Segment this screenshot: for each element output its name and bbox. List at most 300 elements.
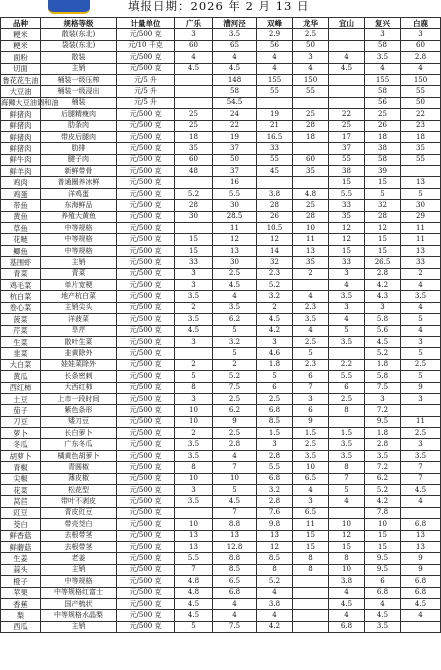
unit-cell: 元/500 克 [117,519,175,530]
spec-cell: 老姜 [41,553,117,564]
unit-cell: 元/500 克 [117,188,175,199]
price-cell: 4.5 [213,63,257,74]
price-cell: 2 [213,359,257,370]
price-cell: 5 [175,371,213,382]
table-row [1,257,441,268]
price-cell: 3.2 [257,291,293,302]
price-cell: 15 [293,530,329,541]
price-cell [175,507,213,518]
price-cell: 8.5 [257,416,293,427]
product-name-cell: 黄瓜 [1,371,41,382]
price-cell: 35 [175,143,213,154]
table-row [1,74,441,85]
product-name-cell: 粳米 [1,40,41,51]
price-cell: 2 [257,302,293,313]
price-cell: 5.2 [175,188,213,199]
price-cell: 3 [175,268,213,279]
price-cell: 17 [329,131,365,142]
table-row [1,428,441,439]
product-name-cell: 韭菜 [1,348,41,359]
spec-cell: 青皮豇豆 [41,507,117,518]
price-cell: 4.5 [401,598,441,609]
unit-cell: 元/5 升 [117,97,175,108]
price-cell: 3.5 [329,450,365,461]
price-cell: 12 [329,530,365,541]
price-cell: 4 [257,63,293,74]
spec-cell: 中等规格 [41,245,117,256]
table-row [1,610,441,621]
table-row [1,485,441,496]
price-cell: 54.5 [213,97,257,108]
price-cell: 37 [213,143,257,154]
price-cell: 18 [175,131,213,142]
price-cell: 25 [293,109,329,120]
price-cell: 3.5 [365,450,401,461]
spec-cell: 中等规格红富士 [41,587,117,598]
product-name-cell: 芹菜 [1,325,41,336]
price-cell: 9 [213,416,257,427]
table-row [1,143,441,154]
product-name-cell: 草鱼 [1,223,41,234]
price-cell: 4 [401,302,441,313]
spec-cell: 矮刀豆 [41,416,117,427]
spec-cell: 肋条肉 [41,120,117,131]
price-cell: 4 [329,52,365,63]
price-cell: 7.5 [213,621,257,632]
price-cell: 4.5 [213,496,257,507]
price-cell [175,74,213,85]
table-row [1,450,441,461]
spec-cell: 去根带茎 [41,541,117,552]
table-row [1,52,441,63]
price-cell: 4.8 [293,188,329,199]
price-cell: 38 [329,166,365,177]
unit-cell: 元/500 克 [117,314,175,325]
price-cell [401,507,441,518]
unit-cell: 元/500 克 [117,564,175,575]
unit-cell: 元/500 克 [117,598,175,609]
spec-cell: 松花型 [41,485,117,496]
product-name-cell: 青菜 [1,268,41,279]
price-cell: 35 [329,211,365,222]
price-cell: 2 [401,268,441,279]
price-cell: 5 [401,314,441,325]
price-cell: 2.2 [329,359,365,370]
product-name-cell: 蒜头 [1,564,41,575]
table-row [1,223,441,234]
unit-cell: 元/500 克 [117,450,175,461]
price-cell: 5.8 [365,371,401,382]
product-name-cell: 鸡毛菜 [1,279,41,290]
price-cell: 9.5 [365,564,401,575]
price-cell [293,598,329,609]
price-cell: 4 [293,485,329,496]
price-cell: 8.5 [213,564,257,575]
product-name-cell: 鲁花花生油 [1,74,41,85]
price-cell: 1.8 [257,359,293,370]
price-cell: 8 [329,553,365,564]
unit-cell: 元/5 升 [117,74,175,85]
product-name-cell: 梨 [1,610,41,621]
price-cell: 39 [365,166,401,177]
column-header: 龙华 [293,18,329,29]
product-name-cell: 茭白 [1,519,41,530]
price-cell: 65 [213,40,257,51]
price-cell: 4.6 [257,348,293,359]
product-name-cell: 生菜 [1,336,41,347]
price-cell: 13 [401,530,441,541]
report-date: 填报日期：2026 年 2 月 13 日 [128,0,310,13]
price-cell: 2.5 [293,439,329,450]
spec-cell: 橘黄色胡萝卜 [41,450,117,461]
price-cell: 3 [293,393,329,404]
product-name-cell: 基围虾 [1,257,41,268]
price-cell: 2.5 [213,428,257,439]
price-cell: 3 [365,393,401,404]
price-cell: 9 [293,416,329,427]
product-name-cell: 青椒 [1,462,41,473]
price-cell: 55 [401,154,441,165]
price-cell: 3 [365,302,401,313]
price-cell: 33 [401,257,441,268]
price-cell: 6.5 [213,576,257,587]
price-cell: 3 [329,268,365,279]
price-cell: 13 [175,541,213,552]
spec-cell: 桶装一级浸出 [41,86,117,97]
unit-cell: 元/500 克 [117,223,175,234]
unit-cell: 元/500 克 [117,553,175,564]
product-name-cell: 大豆油 [1,86,41,97]
unit-cell: 元/500 克 [117,268,175,279]
price-cell [401,621,441,632]
price-cell: 15 [175,245,213,256]
unit-cell: 元/5 升 [117,86,175,97]
price-cell: 32 [257,257,293,268]
unit-cell: 元/500 克 [117,211,175,222]
price-cell: 4 [401,610,441,621]
product-name-cell: 面粉 [1,52,41,63]
price-cell: 3 [365,29,401,40]
price-cell: 6 [293,405,329,416]
price-cell: 2.5 [401,428,441,439]
price-cell [329,74,365,85]
price-cell: 25 [175,109,213,120]
price-cell: 2.8 [365,439,401,450]
column-header: 宜山 [329,18,365,29]
price-cell: 6.8 [401,519,441,530]
price-cell [175,348,213,359]
table-row [1,439,441,450]
price-cell: 22 [329,109,365,120]
table-row [1,416,441,427]
price-cell [293,621,329,632]
product-name-cell: 香蕉 [1,598,41,609]
unit-cell: 元/500 克 [117,348,175,359]
price-cell: 4 [329,279,365,290]
unit-cell: 元/500 克 [117,439,175,450]
price-cell [329,416,365,427]
price-cell: 6 [257,382,293,393]
price-cell: 4 [175,52,213,63]
price-cell: 4 [293,63,329,74]
price-cell: 3 [401,393,441,404]
price-cell: 2.5 [257,393,293,404]
price-cell: 60 [293,154,329,165]
unit-cell: 元/500 克 [117,576,175,587]
price-cell: 7 [213,462,257,473]
product-name-cell: 海狮大豆油调和油 [1,98,59,108]
price-cell: 18 [401,131,441,142]
price-cell [175,97,213,108]
price-cell: 3 [257,439,293,450]
price-cell: 6 [293,371,329,382]
table-row [1,530,441,541]
price-cell: 1.5 [257,428,293,439]
price-cell: 15 [365,177,401,188]
product-name-cell: 切面 [1,63,41,74]
price-cell: 58 [213,86,257,97]
price-cell: 4 [365,63,401,74]
price-cell: 56 [365,97,401,108]
table-row [1,587,441,598]
unit-cell: 元/500 克 [117,428,175,439]
price-cell: 5.8 [365,314,401,325]
price-cell: 5.2 [213,371,257,382]
price-cell: 12 [365,223,401,234]
price-cell: 5 [401,348,441,359]
price-cell: 4 [213,610,257,621]
unit-cell: 元/500 克 [117,530,175,541]
product-name-cell: 橙子 [1,576,41,587]
product-name-cell: 鸡蛋 [1,188,41,199]
price-cell: 15 [329,245,365,256]
spec-cell: 普通圈养冰鲜 [41,177,117,188]
product-name-cell: 鲜猪肉 [1,120,41,131]
price-cell: 10 [213,473,257,484]
table-row [1,598,441,609]
spec-cell: 主销尖头 [41,302,117,313]
price-cell: 2.8 [365,268,401,279]
price-cell: 55 [257,86,293,97]
column-header: 计量单位 [117,18,175,29]
spec-cell: 地产杭白菜 [41,291,117,302]
price-cell: 4 [329,314,365,325]
product-name-cell: 鲜羊肉 [1,166,41,177]
price-cell: 1.8 [365,428,401,439]
price-cell: 58 [365,154,401,165]
price-cell: 7.2 [365,462,401,473]
unit-cell: 元/500 克 [117,587,175,598]
table-row [1,245,441,256]
price-cell: 6.8 [401,587,441,598]
price-cell: 22 [213,120,257,131]
price-cell: 28 [293,211,329,222]
price-cell: 3 [175,485,213,496]
price-cell: 13 [213,245,257,256]
price-cell: 10 [175,405,213,416]
price-cell: 3 [401,29,441,40]
price-cell: 33 [329,257,365,268]
product-name-cell: 大白菜 [1,359,41,370]
table-row [1,97,441,108]
price-cell: 2.5 [213,268,257,279]
price-cell: 33 [257,143,293,154]
price-cell: 25 [365,109,401,120]
unit-cell: 元/500 克 [117,131,175,142]
price-cell: 9 [401,553,441,564]
price-cell: 7 [293,382,329,393]
table-header-row [1,18,441,29]
price-cell: 1.8 [365,359,401,370]
table-row [1,519,441,530]
price-cell: 11 [401,416,441,427]
price-cell: 4.2 [365,496,401,507]
spec-cell: 薄皮椒 [41,473,117,484]
price-cell [293,97,329,108]
price-cell: 155 [365,74,401,85]
price-cell: 23 [401,120,441,131]
price-cell: 3.5 [401,291,441,302]
spec-cell: 洋菠菜 [41,314,117,325]
spec-cell: 长条密刺 [41,371,117,382]
price-cell: 15 [365,234,401,245]
price-cell [293,587,329,598]
price-cell: 3.8 [257,188,293,199]
unit-cell: 元/500 克 [117,63,175,74]
price-cell [401,166,441,177]
price-cell: 4 [329,496,365,507]
spec-cell: 散叶生菜 [41,336,117,347]
price-cell: 7.6 [257,507,293,518]
price-cell: 5.5 [257,462,293,473]
price-cell [257,97,293,108]
product-name-cell: 胡萝卜 [1,450,41,461]
price-cell: 3 [293,496,329,507]
price-cell: 4 [329,587,365,598]
price-cell: 4.5 [175,63,213,74]
spec-cell: 带壳茭白 [41,519,117,530]
price-cell: 50 [213,154,257,165]
price-cell: 2.5 [401,359,441,370]
price-cell: 8 [175,462,213,473]
product-name-cell: 菠菜 [1,314,41,325]
price-cell: 5 [329,485,365,496]
product-name-cell: 鲜猪肉 [1,143,41,154]
price-cell: 37 [329,143,365,154]
unit-cell: 元/500 克 [117,462,175,473]
price-cell: 3.5 [365,52,401,63]
price-cell: 28 [365,211,401,222]
price-cell: 3.5 [175,496,213,507]
unit-cell: 元/500 克 [117,234,175,245]
price-cell: 15 [175,234,213,245]
price-cell: 2.3 [257,268,293,279]
spec-cell: 散装 [41,52,117,63]
price-cell: 12 [329,234,365,245]
price-cell: 2 [175,302,213,313]
price-cell: 3.5 [175,291,213,302]
price-cell: 55 [293,86,329,97]
unit-cell: 元/500 克 [117,291,175,302]
unit-cell: 元/500 克 [117,336,175,347]
price-cell: 30 [401,200,441,211]
unit-cell: 元/500 克 [117,393,175,404]
price-cell: 8 [329,405,365,416]
price-cell: 4 [365,598,401,609]
price-cell: 3.5 [213,29,257,40]
price-cell: 4 [213,291,257,302]
price-cell: 3.5 [293,450,329,461]
column-header: 规格等级 [41,18,117,29]
product-name-cell: 花菜 [1,485,41,496]
spec-cell: 主销 [41,257,117,268]
price-cell: 5 [329,325,365,336]
price-cell: 37 [213,166,257,177]
price-cell: 4.5 [257,314,293,325]
spec-cell: 桶装 [41,97,117,108]
table-row [1,279,441,290]
price-cell: 4.5 [175,325,213,336]
price-cell: 13 [257,530,293,541]
price-cell: 2 [175,359,213,370]
price-cell: 15 [365,245,401,256]
price-cell: 6.8 [213,587,257,598]
price-cell: 7 [213,507,257,518]
price-cell: 10 [175,416,213,427]
unit-cell: 元/500 克 [117,154,175,165]
price-cell [293,143,329,154]
price-cell: 10 [329,519,365,530]
price-cell: 55 [257,154,293,165]
price-cell: 33 [175,257,213,268]
price-cell: 4.5 [213,279,257,290]
price-cell: 10 [293,223,329,234]
table-row [1,63,441,74]
price-cell: 4 [401,63,441,74]
price-cell: 12 [257,541,293,552]
price-cell: 2.8 [257,496,293,507]
price-cell: 3.5 [329,336,365,347]
unit-cell: 元/500 克 [117,120,175,131]
table-row [1,576,441,587]
price-cell: 6 [329,382,365,393]
price-cell [293,576,329,587]
unit-cell: 元/500 克 [117,485,175,496]
price-cell: 3.5 [401,450,441,461]
price-cell: 5.2 [365,485,401,496]
price-cell: 4 [257,587,293,598]
spec-cell: 带叶不剥皮 [41,496,117,507]
spec-cell: 中等规格 [41,234,117,245]
price-cell: 4.5 [175,598,213,609]
price-cell: 2.3 [293,359,329,370]
product-name-cell: 冬瓜 [1,439,41,450]
price-cell: 4.2 [365,279,401,290]
price-cell: 6.2 [213,314,257,325]
price-cell: 4.8 [175,587,213,598]
price-cell: 2 [293,268,329,279]
price-cell: 4 [257,52,293,63]
price-cell: 5 [213,485,257,496]
price-cell: 3.5 [365,621,401,632]
price-cell: 28 [293,120,329,131]
table-body [1,29,441,633]
column-header: 复兴 [365,18,401,29]
column-header: 广乐 [175,18,213,29]
spec-cell: 肋排 [41,143,117,154]
product-name-cell: 西瓜 [1,621,41,632]
price-cell: 35 [293,166,329,177]
